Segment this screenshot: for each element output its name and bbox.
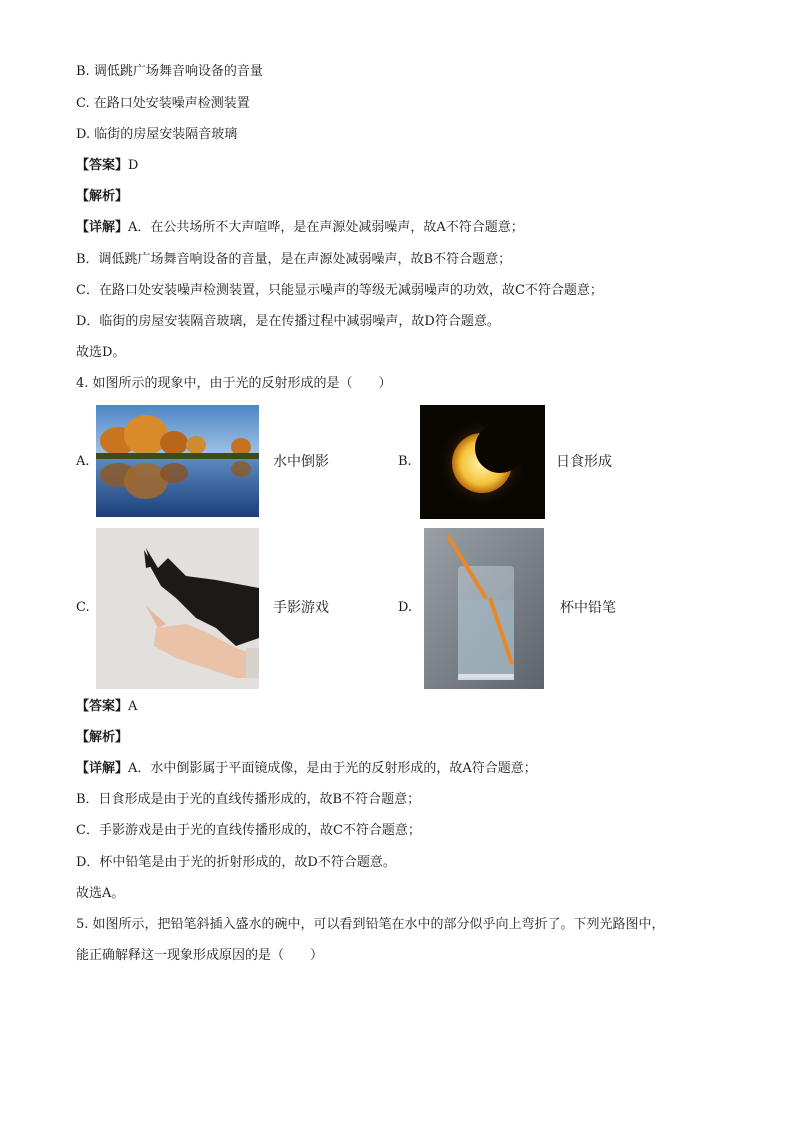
q5-stem-line1: 5. 如图所示，把铅笔斜插入盛水的碗中，可以看到铅笔在水中的部分似乎向上弯折了。下列光路图中， — [76, 917, 665, 932]
q4-choice-d-letter: D. — [398, 600, 413, 615]
pencil-in-glass-image — [424, 528, 544, 689]
answer-line — [76, 157, 138, 175]
q4-choice-c-caption: 手影游戏 — [273, 600, 329, 616]
q4-detail-line-d: D．杯中铅笔是由于光的折射形成的，故D不符合题意。 — [76, 855, 396, 870]
q4-detail-line-b: B．日食形成是由于光的直线传播形成的，故B不符合题意； — [76, 792, 421, 807]
q4-detail-line-c: C．手影游戏是由于光的直线传播形成的，故C不符合题意； — [76, 823, 421, 838]
option-b: B. 调低跳广场舞音响设备的音量 — [76, 64, 263, 79]
option-c: C. 在路口处安装噪声检测装置 — [76, 96, 250, 111]
detail-line-b: B．调低跳广场舞音响设备的音量，是在声源处减弱噪声，故B不符合题意； — [76, 252, 512, 267]
q4-choice-b-caption: 日食形成 — [556, 454, 612, 470]
hand-shadow-image — [96, 528, 259, 689]
analysis-tag: 【解析】 — [76, 189, 129, 204]
answer-value: D — [128, 158, 139, 173]
q4-detail-tag: 【详解】 — [76, 761, 129, 776]
q4-choice-a-caption: 水中倒影 — [273, 454, 329, 470]
q4-stem: 4. 如图所示的现象中，由于光的反射形成的是（ ） — [76, 376, 392, 391]
q5-stem-line2: 能正确解释这一现象形成原因的是（ ） — [76, 948, 324, 963]
q4-analysis-tag: 【解析】 — [76, 730, 129, 745]
lake-reflection-image — [96, 405, 259, 517]
detail-tag: 【详解】 — [76, 220, 129, 235]
detail-line-d: D．临街的房屋安装隔音玻璃，是在传播过程中减弱噪声，故D符合题意。 — [76, 314, 500, 329]
q4-choice-c-letter: C. — [76, 600, 90, 615]
q4-detail-text: A．水中倒影属于平面镜成像，是由于光的反射形成的，故A符合题意； — [128, 761, 537, 776]
q4-choice-a-letter: A. — [76, 454, 90, 469]
conclusion: 故选D。 — [76, 345, 126, 360]
q4-answer-line — [76, 698, 137, 716]
option-d: D. 临街的房屋安装隔音玻璃 — [76, 127, 238, 142]
q4-choice-b-letter: B. — [398, 454, 412, 469]
detail-line-c: C．在路口处安装噪声检测装置，只能显示噪声的等级无减弱噪声的功效，故C不符合题意； — [76, 283, 603, 298]
q4-choice-d-caption: 杯中铅笔 — [560, 600, 616, 616]
answer-tag: 【答案】 — [76, 158, 129, 173]
q4-answer-value: A — [128, 699, 138, 714]
q4-detail-line-a — [76, 760, 537, 778]
q4-answer-tag: 【答案】 — [76, 699, 129, 714]
q4-conclusion: 故选A。 — [76, 886, 125, 901]
detail-line-a — [76, 219, 524, 237]
detail-text: A．在公共场所不大声喧哗，是在声源处减弱噪声，故A不符合题意； — [128, 220, 524, 235]
solar-eclipse-image — [420, 405, 545, 519]
